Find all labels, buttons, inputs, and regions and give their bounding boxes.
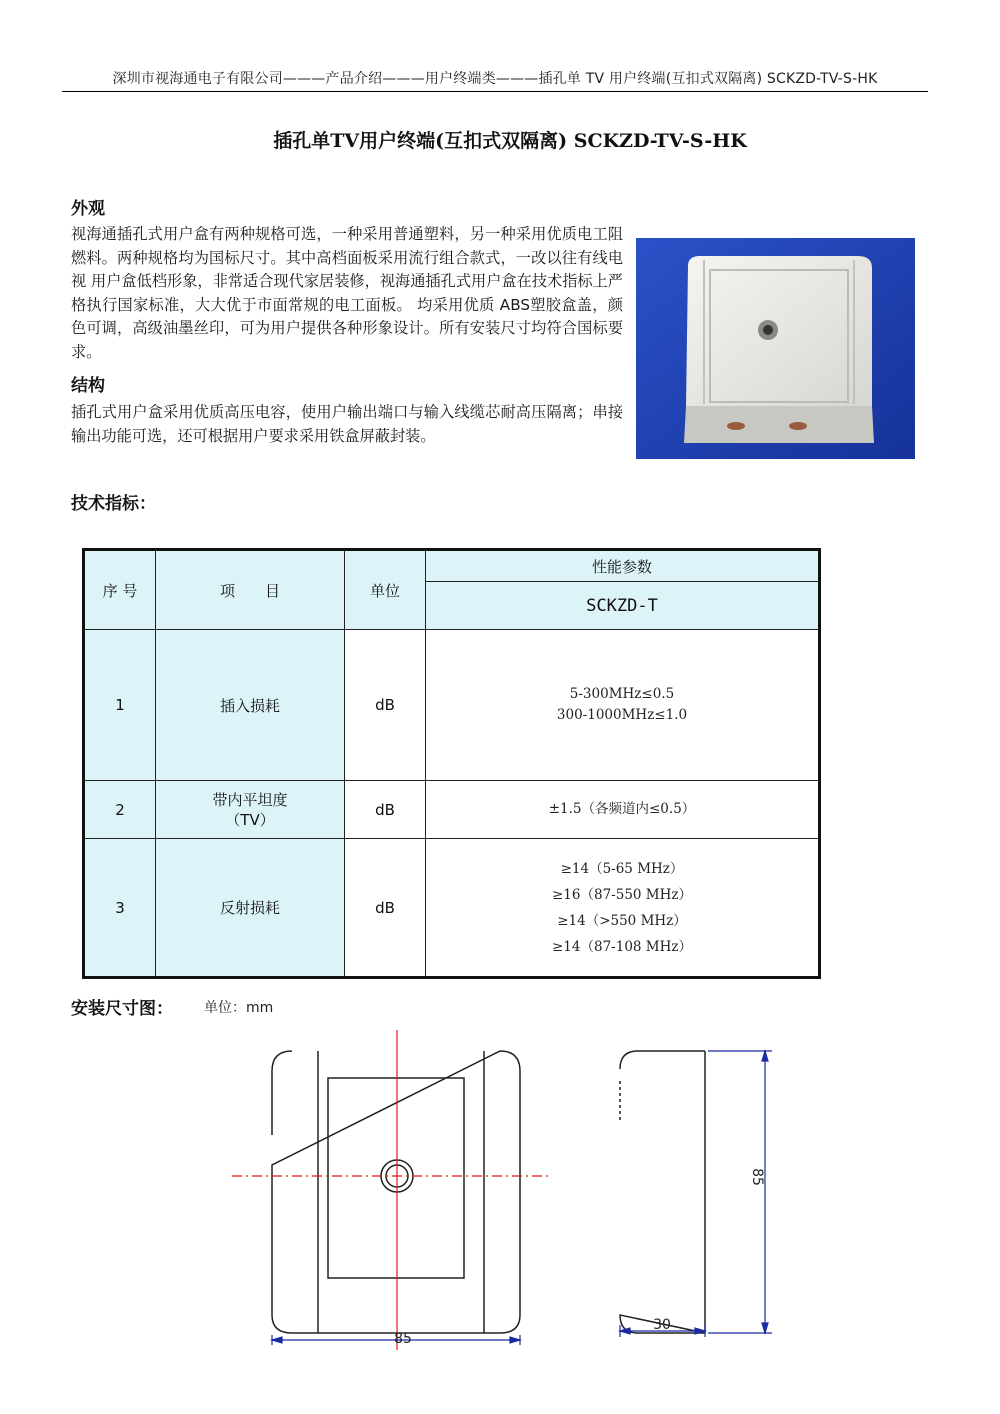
col-item-header: 项 目 [156, 550, 345, 630]
col-seq-header: 序 号 [84, 550, 156, 630]
structure-text: 插孔式用户盒采用优质高压电容，使用户输出端口与输入线缆芯耐高压隔离；串接输出功能可选，还可根据用户要求采用铁盒屏蔽封装。 [71, 403, 623, 445]
table-row [84, 839, 820, 978]
page-header: 深圳市视海通电子有限公司———产品介绍———用户终端类———插孔单 TV 用户终端(互扣式双隔离) SCKZD-TV-S-HK [62, 68, 928, 92]
table-row [84, 630, 820, 781]
page-title: 插孔单TV用户终端(互扣式双隔离) SCKZD-TV-S-HK [273, 130, 747, 152]
row-seq: 2 [84, 781, 156, 839]
value-line: ≥14（5-65 MHz） [560, 860, 684, 877]
value-line: 5-300MHz≤0.5 [569, 686, 675, 702]
front-view [272, 1051, 520, 1333]
row-value: ±1.5（各频道内≤0.5） [426, 781, 820, 839]
structure-heading: 结构 [71, 376, 105, 396]
row-value [426, 630, 820, 781]
table-row [84, 781, 820, 839]
row-seq: 1 [84, 630, 156, 781]
dimension-drawing [200, 1025, 800, 1369]
row-value [426, 839, 820, 978]
col-perf-header: 性能参数 [426, 550, 820, 582]
col-unit-header: 单位 [345, 550, 426, 630]
depth-dimension-label: 30 [653, 1317, 671, 1333]
dimension-lines [272, 1051, 772, 1345]
model-header: SCKZD-T [426, 582, 820, 630]
side-view [620, 1051, 705, 1333]
width-dimension-label: 85 [394, 1331, 412, 1347]
value-line: 300-1000MHz≤1.0 [556, 707, 688, 723]
row-seq: 3 [84, 839, 156, 978]
row-unit: dB [345, 630, 426, 781]
install-heading: 安装尺寸图： [71, 999, 173, 1019]
specs-heading: 技术指标： [71, 494, 156, 514]
row-unit: dB [345, 839, 426, 978]
install-unit-label: 单位：mm [204, 1000, 274, 1016]
appearance-heading: 外观 [71, 199, 105, 219]
item-line: （TV） [225, 810, 275, 829]
height-dimension-label: 85 [749, 1168, 765, 1186]
appearance-text: 视海通插孔式用户盒有两种规格可选，一种采用普通塑料，另一种采用优质电工阻燃料。两种规格均为国标尺寸。其中高档面板采用流行组合款式，一改以往有线电视 用户盒低档形象，非常适合现代家居装修，视海通插孔式用户盒在技术指标上严格执行国家标准，大大优于市面常规的电工面板。 均采用优质 ABS塑胶盒盖，颜色可调，高级油墨丝印，可为用户提供各种形象设计。所有安装尺寸均符合国标要求。 [71, 225, 623, 361]
value-line: ≥14（87-108 MHz） [552, 938, 692, 955]
row-item: 反射损耗 [156, 839, 345, 978]
product-photo [636, 238, 915, 459]
spec-table [82, 548, 821, 979]
row-item [156, 781, 345, 839]
item-line: 带内平坦度 [212, 790, 288, 809]
row-unit: dB [345, 781, 426, 839]
value-line: ≥16（87-550 MHz） [552, 886, 692, 903]
value-line: ≥14（>550 MHz） [557, 912, 687, 929]
row-item: 插入损耗 [156, 630, 345, 781]
